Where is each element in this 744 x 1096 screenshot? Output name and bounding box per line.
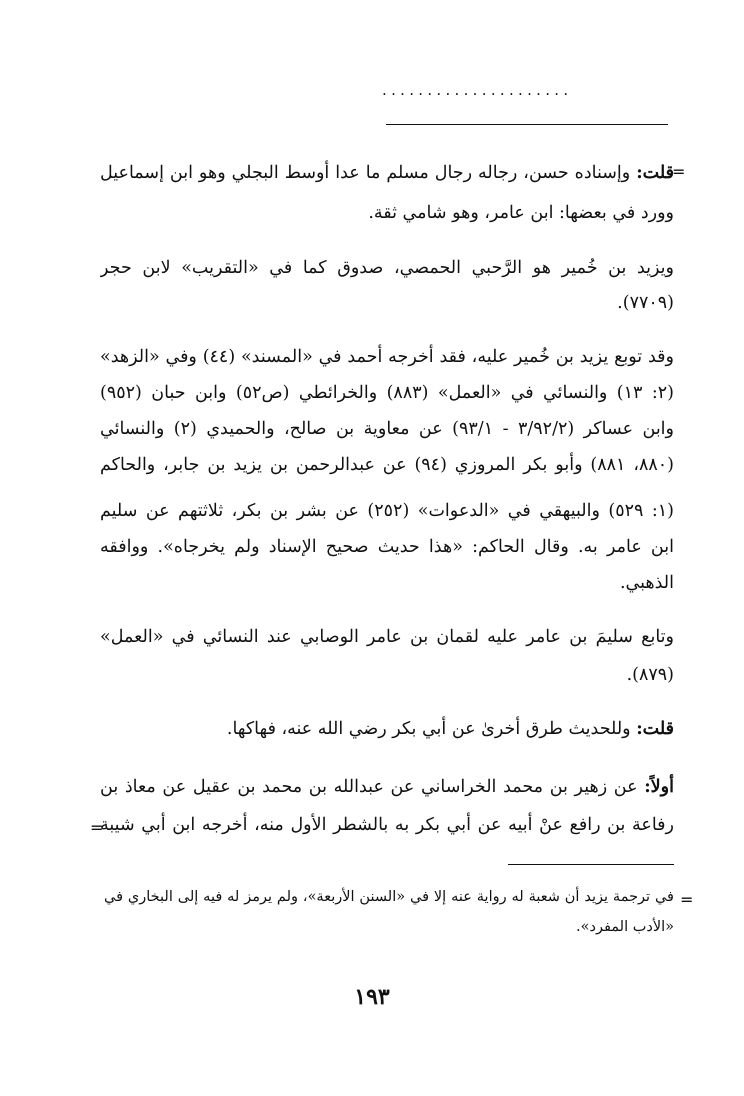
text-line: ابن عامر به. وقال الحاكم: «هذا حديث صحيح الإسناد ولم يخرجاه». ووافقه (100, 537, 674, 557)
text-line: الذهبي. (619, 573, 674, 593)
text-line: (٨٧٩). (626, 665, 674, 685)
text-line: وتابع سليمَ بن عامر عليه لقمان بن عامر الوصابي عند النسائي في «العمل» (100, 627, 674, 647)
line-text: وللحديث طرق أخرىٰ عن أبي بكر رضي الله عنه، فهاكها. (226, 719, 631, 739)
text-line: رفاعة بن رافع عنْ أبيه عن أبي بكر به بالشطر الأول منه، أخرجه ابن أبي شيبة (100, 815, 674, 835)
text-line: (٧٧٠٩). (617, 293, 674, 313)
footnote-line: «الأدب المفرد». (576, 919, 674, 935)
footnote-rule (508, 864, 674, 865)
continuation-mark-top: = (672, 162, 686, 181)
text-line: وقد توبع يزيد بن خُمير عليه، فقد أخرجه أحمد في «المسند» (٤٤) وفي «الزهد» (100, 347, 674, 367)
text-line: (٨٨٠، ٨٨١) وأبو بكر المروزي (٩٤) عن عبدالرحمن بن يزيد بن جابر، والحاكم (100, 455, 674, 475)
paragraph-label: أولاً: (644, 777, 674, 797)
text-line (100, 714, 674, 744)
header-rule (386, 124, 668, 125)
continuation-mark-bottom: = (90, 818, 104, 837)
text-line: وورد في بعضها: ابن عامر، وهو شامي ثقة. (368, 203, 674, 223)
text-line (100, 772, 674, 802)
paragraph-label: قلت: (636, 163, 674, 183)
line-text: وإسناده حسن، رجاله رجال مسلم ما عدا أوسط البجلي وهو ابن إسماعيل (100, 163, 631, 183)
text-line: وابن عساكر (٣/٩٢/٢ - ٩٣/١) عن معاوية بن صالح، والحميدي (٢) والنسائي (100, 419, 674, 439)
continuation-mark-footnote: = (680, 890, 694, 909)
line-text: عن زهير بن محمد الخراساني عن عبدالله بن محمد بن عقيل عن معاذ بن (100, 777, 638, 797)
footnote-line: في ترجمة يزيد أن شعبة له رواية عنه إلا في «السنن الأربعة»، ولم يرمز له فيه إلى البخاري في (104, 889, 674, 905)
text-line: (١: ٥٢٩) والبيهقي في «الدعوات» (٢٥٢) عن بشر بن بكر، ثلاثتهم عن سليم (100, 501, 674, 521)
text-line (100, 158, 674, 188)
text-line: ويزيد بن خُمير هو الرَّحبي الحمصي، صدوق كما في «التقريب» لابن حجر (100, 258, 674, 278)
text-line: (٢: ١٣) والنسائي في «العمل» (٨٨٣) والخرائطي (ص٥٢) وابن حبان (٩٥٢) (100, 383, 674, 403)
page-header-dots: ..................... (382, 81, 573, 99)
page-number: ١٩٣ (354, 984, 390, 1010)
paragraph-label: قلت: (636, 719, 674, 739)
